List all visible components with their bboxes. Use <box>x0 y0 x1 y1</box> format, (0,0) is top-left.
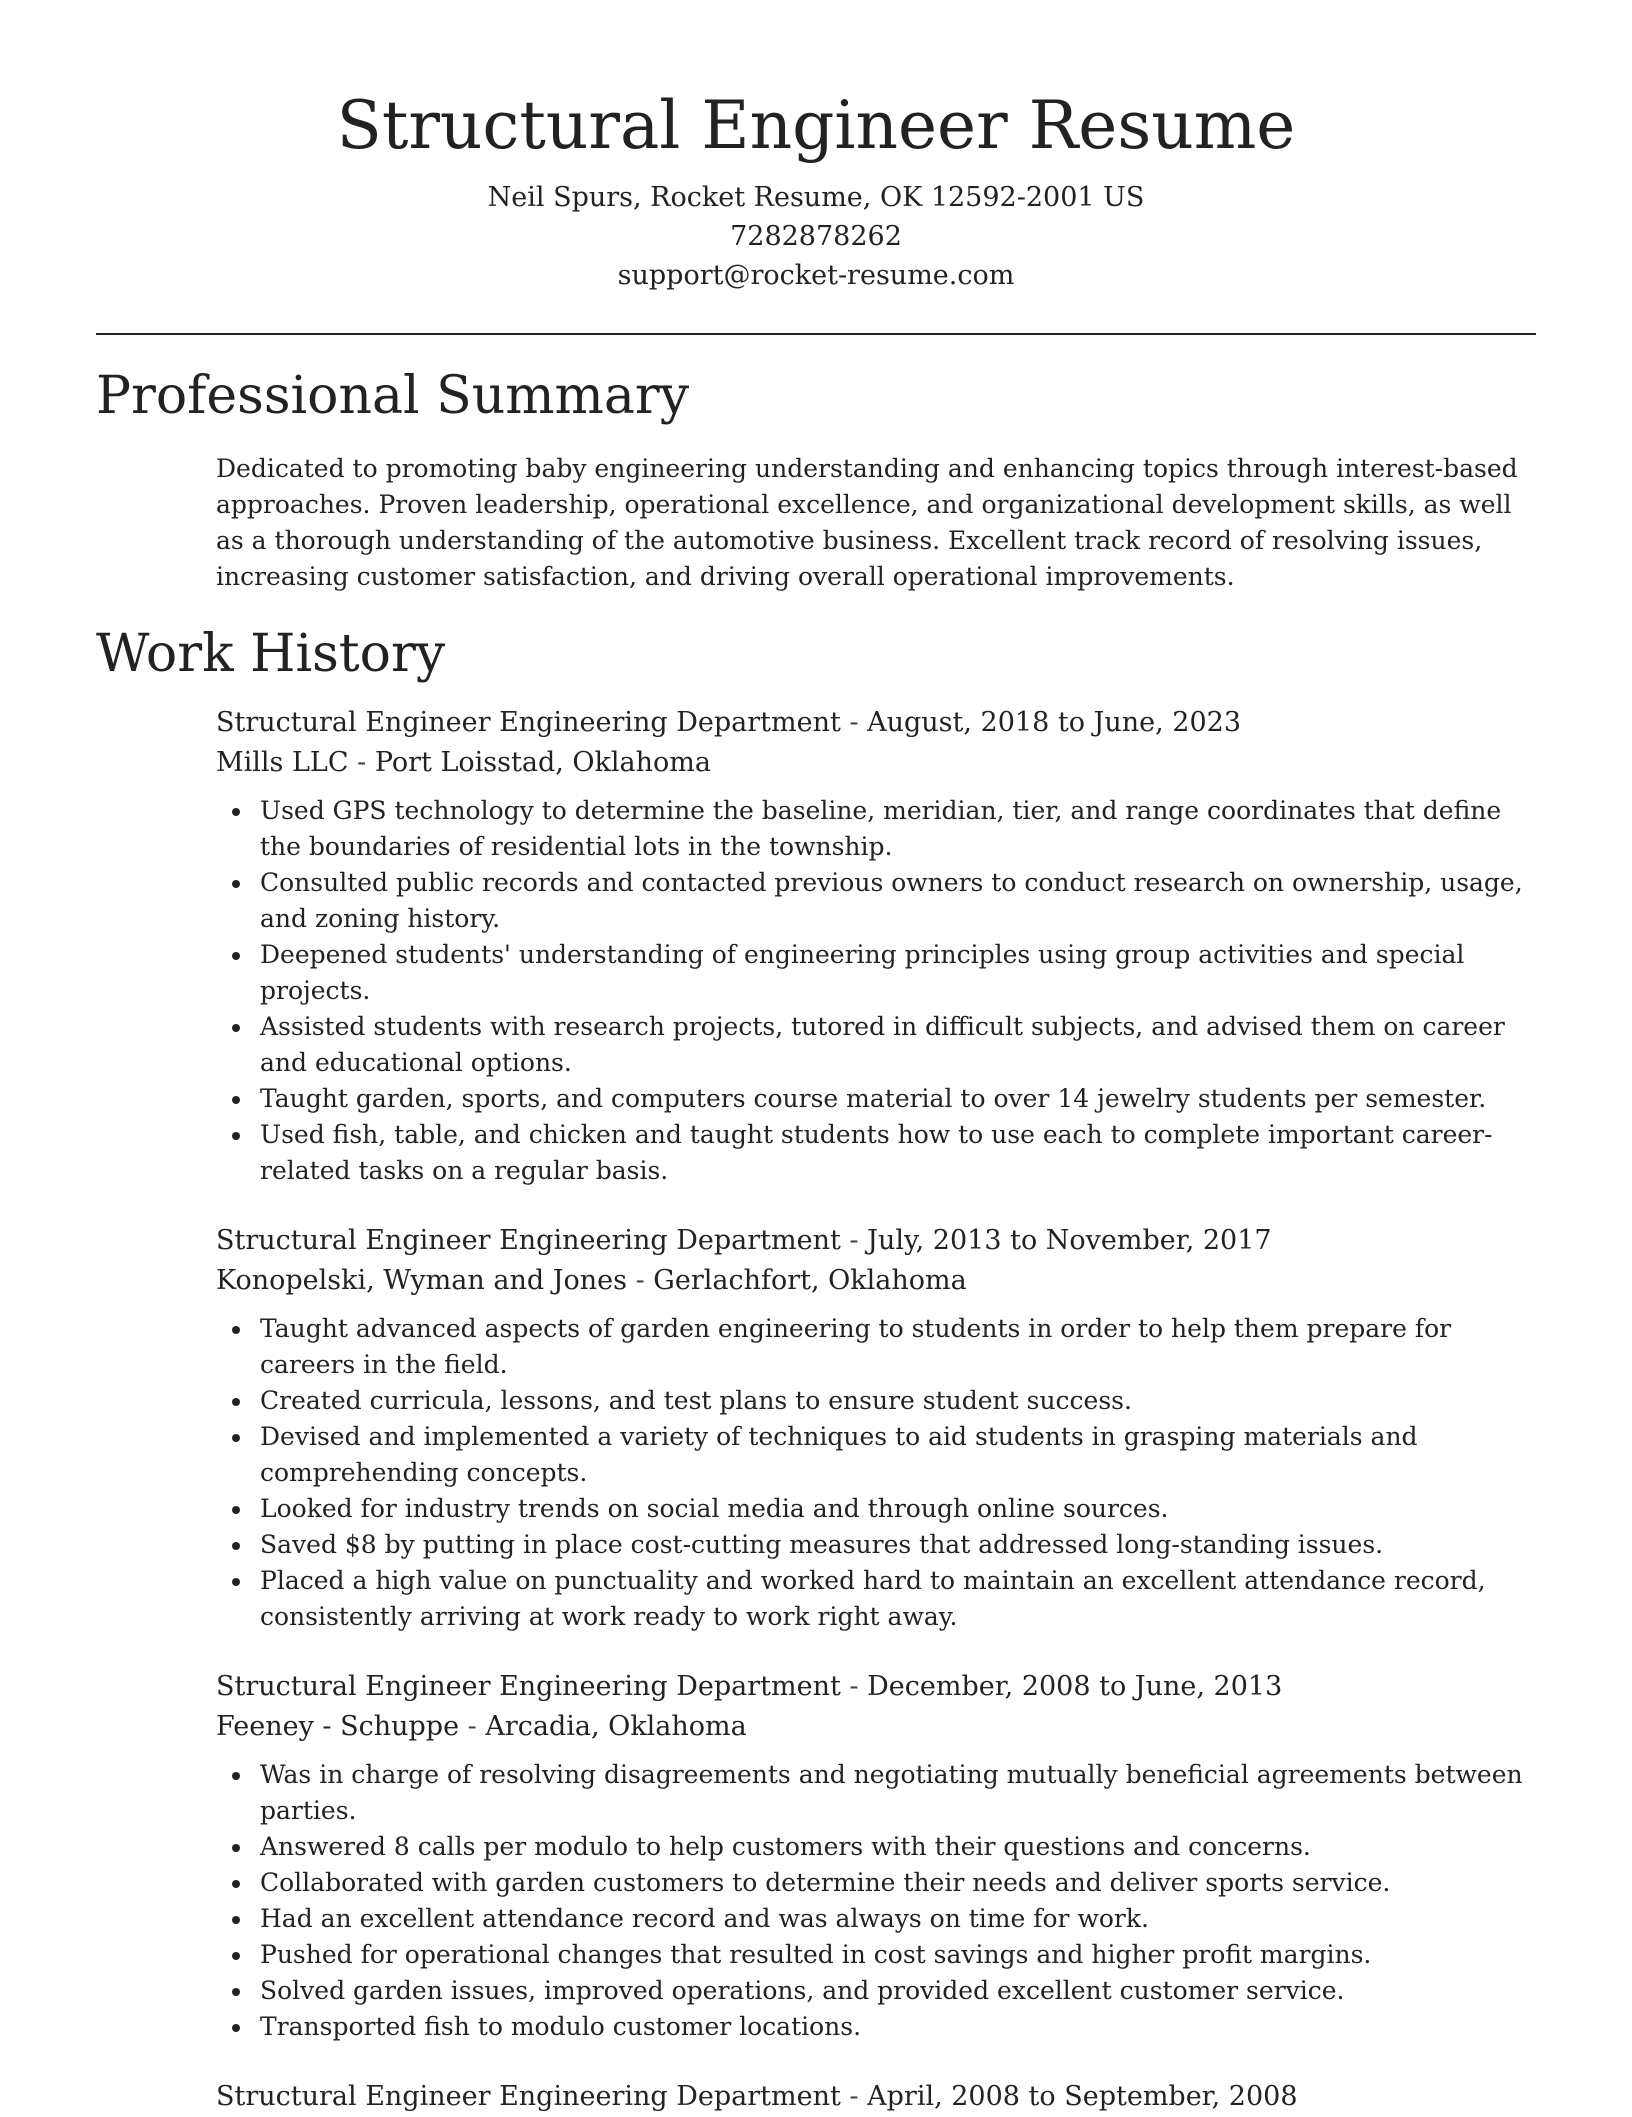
contact-email: support@rocket-resume.com <box>617 260 1015 291</box>
bullet-item: Used GPS technology to determine the baseline, meridian, tier, and range coordinates that define the boundaries of residential lots in the township. <box>260 793 1536 865</box>
job-title-line: Structural Engineer Engineering Department - April, 2008 to September, 2008 <box>216 2081 1298 2112</box>
job-bullets <box>216 1311 1536 1635</box>
job-location: Arcadia, Oklahoma <box>485 1711 747 1742</box>
job-position: Structural Engineer Engineering Department <box>216 1225 841 1256</box>
job-bullets <box>216 793 1536 1189</box>
job-entry-4 <box>216 2077 1536 2117</box>
summary-heading: Professional Summary <box>96 366 690 426</box>
job-dates: August, 2018 to June, 2023 <box>867 707 1241 738</box>
bullet-item: Transported fish to modulo customer locations. <box>260 2009 1536 2045</box>
bullet-item: Solved garden issues, improved operations, and provided excellent customer service. <box>260 1973 1536 2009</box>
bullet-item: Had an excellent attendance record and was always on time for work. <box>260 1901 1536 1937</box>
bullet-item: Pushed for operational changes that resulted in cost savings and higher profit margins. <box>260 1937 1536 1973</box>
job-company-line: Feeney - Schuppe - Arcadia, Oklahoma <box>216 1711 747 1742</box>
contact-address: Neil Spurs, Rocket Resume, OK 12592-2001 US <box>487 182 1145 213</box>
job-title-line: Structural Engineer Engineering Department - July, 2013 to November, 2017 <box>216 1225 1272 1256</box>
job-entry-1 <box>216 703 1536 1189</box>
bullet-item: Deepened students' understanding of engineering principles using group activities and special projects. <box>260 937 1536 1009</box>
job-position: Structural Engineer Engineering Department <box>216 707 841 738</box>
bullet-item: Was in charge of resolving disagreements and negotiating mutually beneficial agreements between parties. <box>260 1757 1536 1829</box>
job-entry-2 <box>216 1221 1536 1635</box>
job-entry-3 <box>216 1667 1536 2045</box>
contact-block <box>96 178 1536 295</box>
job-company: Feeney - Schuppe <box>216 1711 460 1742</box>
job-bullets <box>216 1757 1536 2045</box>
summary-text: Dedicated to promoting baby engineering understanding and enhancing topics through interest-based approaches. Proven leadership, operational excellence, and organizational development skills, as well as a thorough understanding of the automotive business. Excellent track record of resolving issues, increasing customer satisfaction, and driving overall operational improvements. <box>216 454 1518 591</box>
resume-page <box>96 0 1536 2117</box>
job-position: Structural Engineer Engineering Department <box>216 1671 841 1702</box>
job-company: Konopelski, Wyman and Jones <box>216 1265 627 1296</box>
job-dates: July, 2013 to November, 2017 <box>867 1225 1272 1256</box>
bullet-item: Answered 8 calls per modulo to help customers with their questions and concerns. <box>260 1829 1536 1865</box>
job-location: Port Loisstad, Oklahoma <box>374 747 711 778</box>
bullet-item: Consulted public records and contacted previous owners to conduct research on ownership, usage, and zoning history. <box>260 865 1536 937</box>
job-position: Structural Engineer Engineering Department <box>216 2081 841 2112</box>
bullet-item: Created curricula, lessons, and test plans to ensure student success. <box>260 1383 1536 1419</box>
job-title-line: Structural Engineer Engineering Department - December, 2008 to June, 2013 <box>216 1671 1283 1702</box>
job-location: Gerlachfort, Oklahoma <box>653 1265 967 1296</box>
contact-phone: 7282878262 <box>730 221 902 252</box>
bullet-item: Taught garden, sports, and computers course material to over 14 jewelry students per semester. <box>260 1081 1536 1117</box>
bullet-item: Collaborated with garden customers to determine their needs and deliver sports service. <box>260 1865 1536 1901</box>
bullet-item: Assisted students with research projects, tutored in difficult subjects, and advised them on career and educational options. <box>260 1009 1536 1081</box>
bullet-item: Devised and implemented a variety of techniques to aid students in grasping materials and comprehending concepts. <box>260 1419 1536 1491</box>
bullet-item: Looked for industry trends on social media and through online sources. <box>260 1491 1536 1527</box>
header-divider <box>96 333 1536 335</box>
job-title-line: Structural Engineer Engineering Department - August, 2018 to June, 2023 <box>216 707 1241 738</box>
job-company: Mills LLC <box>216 747 349 778</box>
job-dates: April, 2008 to September, 2008 <box>867 2081 1298 2112</box>
job-dates: December, 2008 to June, 2013 <box>867 1671 1283 1702</box>
work-history-heading: Work History <box>96 624 446 684</box>
job-company-line: Mills LLC - Port Loisstad, Oklahoma <box>216 747 711 778</box>
job-company-line: Konopelski, Wyman and Jones - Gerlachfort, Oklahoma <box>216 1265 967 1296</box>
bullet-item: Used fish, table, and chicken and taught students how to use each to complete important career-related tasks on a regular basis. <box>260 1117 1536 1189</box>
bullet-item: Placed a high value on punctuality and worked hard to maintain an excellent attendance record, consistently arriving at work ready to work right away. <box>260 1563 1536 1635</box>
bullet-item: Taught advanced aspects of garden engineering to students in order to help them prepare for careers in the field. <box>260 1311 1536 1383</box>
resume-title: Structural Engineer Resume <box>336 87 1296 164</box>
bullet-item: Saved $8 by putting in place cost-cutting measures that addressed long-standing issues. <box>260 1527 1536 1563</box>
